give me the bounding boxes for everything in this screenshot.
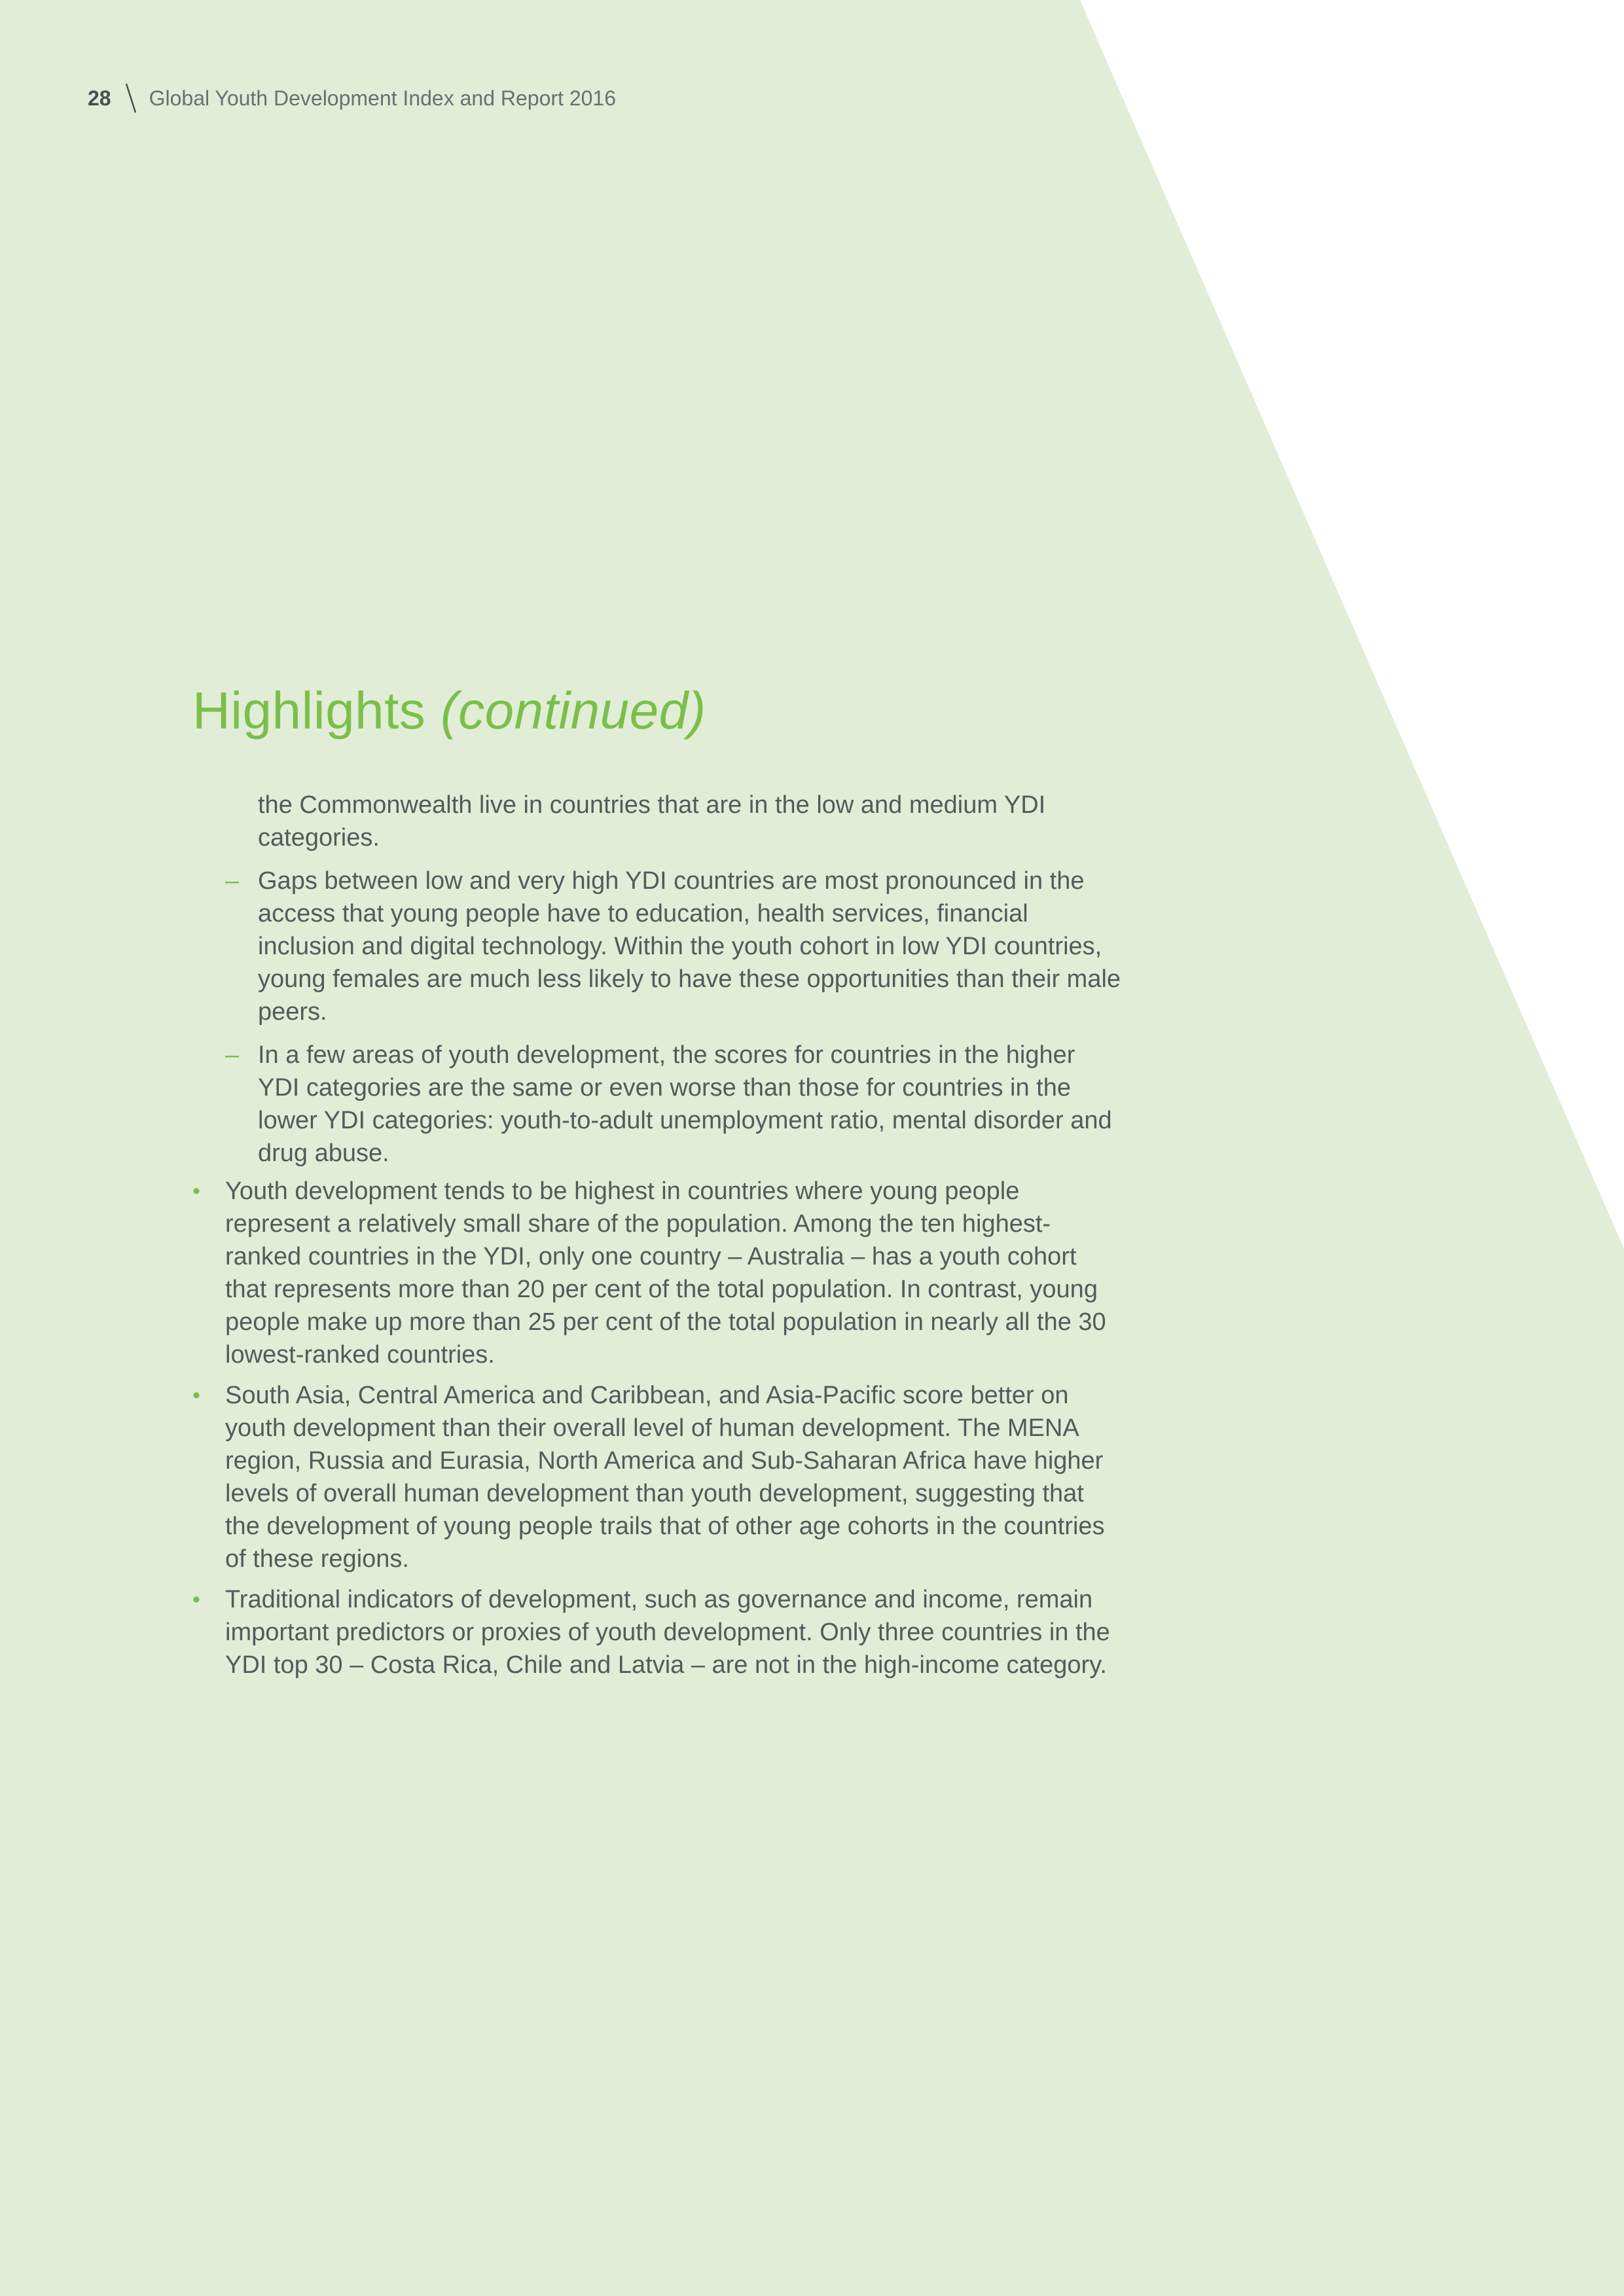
highlights-body	[192, 789, 1122, 1689]
continuation-paragraph: the Commonwealth live in countries that are in the low and medium YDI categories.	[258, 791, 1046, 852]
bullet-marker: •	[192, 1383, 200, 1408]
dash-marker: –	[225, 1041, 240, 1069]
dash-list-item	[192, 865, 1122, 1028]
heading-title: Highlights	[192, 681, 426, 740]
bullet-marker: •	[192, 1587, 200, 1612]
dash-list-item	[192, 1039, 1122, 1170]
backslash-divider-icon	[115, 81, 145, 115]
bullet-item-text: South Asia, Central America and Caribbean, and Asia-Pacific score better on youth development than their overall level of human development. The MENA region, Russia and Eurasia, North America and Sub-Saharan Africa have higher levels of overall human development than youth development, suggesting that the development of young people trails that of other age cohorts in the countries of these regions.	[225, 1382, 1105, 1573]
page-number: 28	[88, 86, 111, 110]
bullet-item-text: Traditional indicators of development, such as governance and income, remain important predictors or proxies of youth development. Only three countries in the YDI top 30 – Costa Rica, Chile and Latvia – are not in the high-income category.	[225, 1586, 1110, 1679]
dash-item-text: In a few areas of youth development, the scores for countries in the higher YDI categories are the same or even worse than those for countries in the lower YDI categories: youth-to-adult unemployment ratio, mental disorder and drug abuse.	[258, 1041, 1112, 1167]
dash-marker: –	[225, 867, 240, 895]
section-heading	[192, 681, 706, 741]
bullet-list-item	[192, 1175, 1122, 1371]
bullet-marker: •	[192, 1179, 200, 1204]
dash-item-text: Gaps between low and very high YDI countries are most pronounced in the access that young people have to education, health services, financial inclusion and digital technology. Within the youth cohort in low YDI countries, young females are much less likely to have these opportunities than their male peers.	[258, 867, 1121, 1026]
publication-title: Global Youth Development Index and Report 2016	[149, 86, 616, 110]
bullet-item-text: Youth development tends to be highest in countries where young people represent a relatively small share of the population. Among the ten highest-ranked countries in the YDI, only one country – Australia – has a youth cohort that represents more than 20 per cent of the total population. In contrast, young people make up more than 25 per cent of the total population in nearly all the 30 lowest-ranked countries.	[225, 1177, 1106, 1369]
bullet-list-item	[192, 1583, 1122, 1681]
bullet-list-item	[192, 1379, 1122, 1575]
running-header	[88, 81, 616, 115]
heading-suffix: (continued)	[441, 681, 706, 740]
